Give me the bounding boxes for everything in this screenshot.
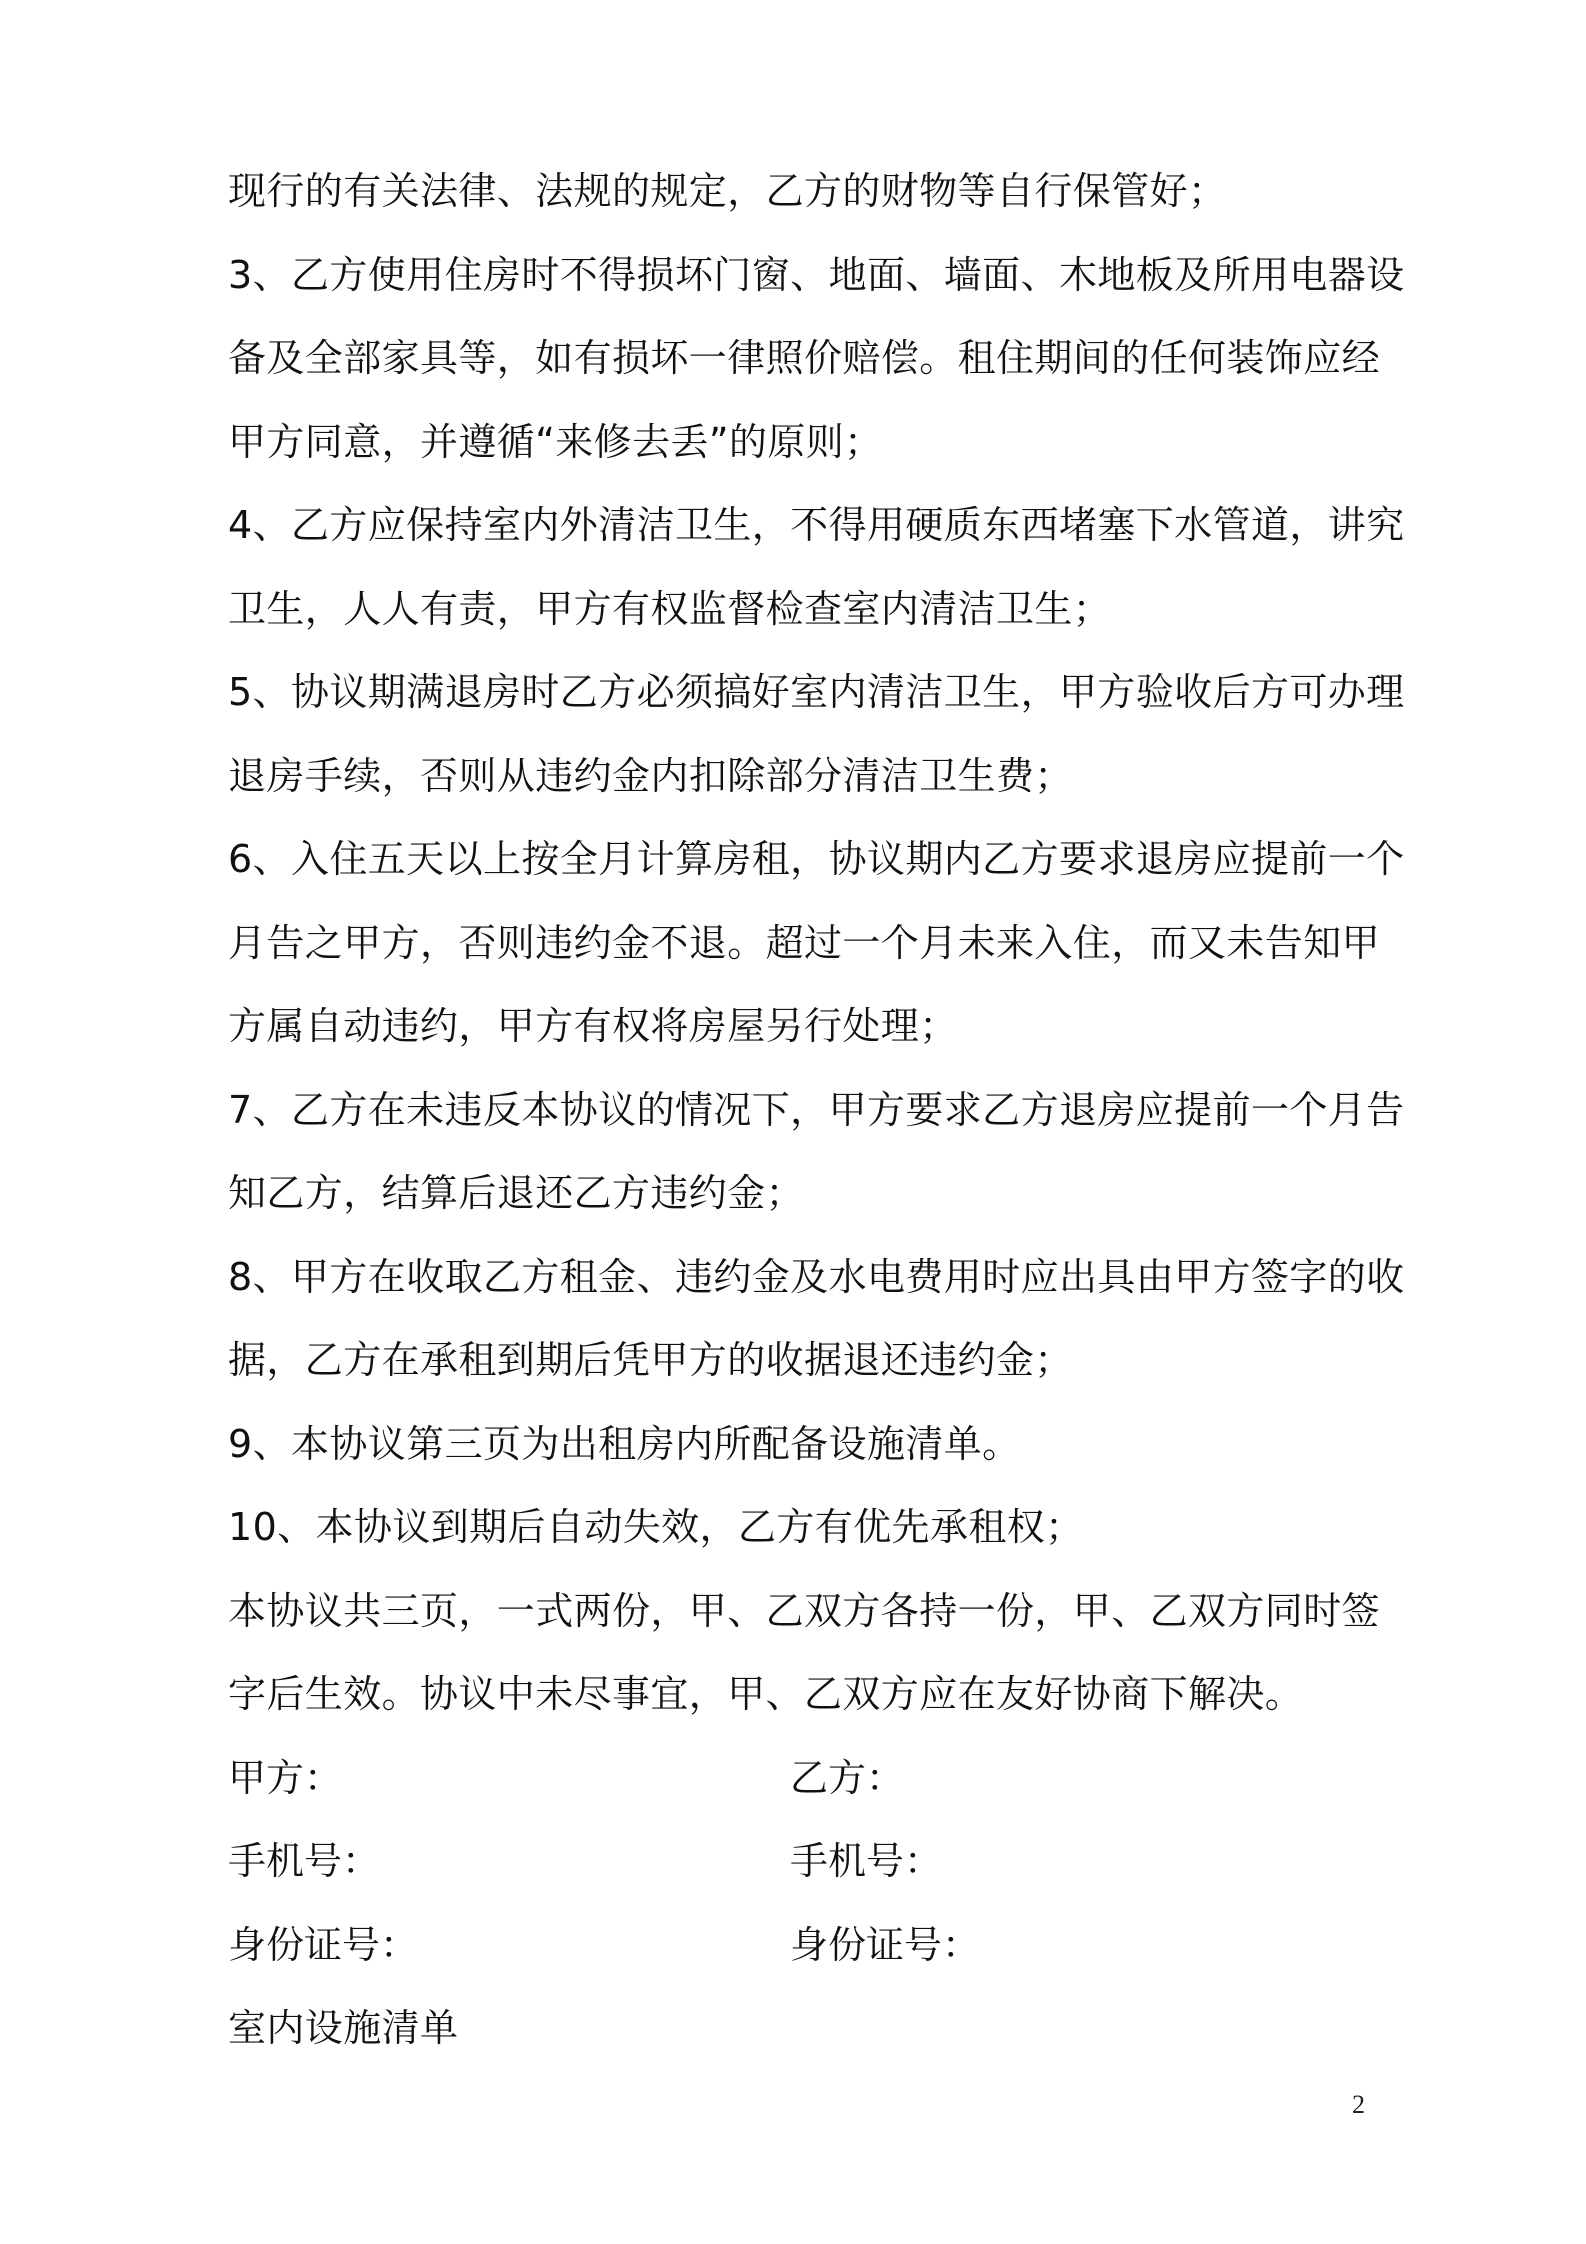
signature-row-phone (228, 1820, 1378, 1904)
party-a-id-label: 身份证号： (228, 1922, 419, 1967)
facilities-heading: 室内设施清单 (228, 2006, 459, 2050)
clause-4-line: 4、乙方应保持室内外清洁卫生，不得用硬质东西堵塞下水管道，讲究 (228, 503, 1405, 547)
clause-3-line: 3、乙方使用住房时不得损坏门窗、地面、墙面、木地板及所用电器设 (228, 252, 1405, 297)
clause-6-line: 6、入住五天以上按全月计算房租，协议期内乙方要求退房应提前一个 (228, 837, 1405, 881)
clause-6-line: 方属自动违约，甲方有权将房屋另行处理； (228, 1004, 958, 1048)
clause-5-line: 5、协议期满退房时乙方必须搞好室内清洁卫生，甲方验收后方可办理 (228, 670, 1405, 714)
clause-continuation-line: 现行的有关法律、法规的规定，乙方的财物等自行保管好； (228, 169, 1227, 213)
closing-line: 本协议共三页，一式两份，甲、乙双方各持一份，甲、乙双方同时签 (228, 1588, 1381, 1633)
clause-8-line: 8、甲方在收取乙方租金、违约金及水电费用时应出具由甲方签字的收 (228, 1254, 1405, 1299)
party-b-id-label: 身份证号： (790, 1922, 981, 1967)
clause-3-line: 备及全部家具等，如有损坏一律照价赔偿。租住期间的任何装饰应经 (228, 336, 1381, 380)
signature-row-party (228, 1737, 1378, 1821)
clause-9-line: 9、本协议第三页为出租房内所配备设施清单。 (228, 1421, 1021, 1466)
party-b-phone-label: 手机号： (790, 1839, 943, 1883)
party-b-label: 乙方： (790, 1755, 905, 1800)
clause-10-line: 10、本协议到期后自动失效，乙方有优先承租权； (228, 1505, 1084, 1549)
clause-3-line: 甲方同意，并遵循“来修去丢”的原则； (228, 419, 883, 464)
party-a-phone-label: 手机号： (228, 1839, 381, 1883)
agreement-body (228, 150, 1405, 2071)
clause-4-line: 卫生，人人有责，甲方有权监督检查室内清洁卫生； (228, 586, 1112, 631)
clause-7-line: 7、乙方在未违反本协议的情况下，甲方要求乙方退房应提前一个月告 (228, 1087, 1405, 1132)
signature-row-id (228, 1904, 1378, 1988)
clause-5-line: 退房手续，否则从违约金内扣除部分清洁卫生费； (228, 753, 1073, 798)
clause-8-line: 据，乙方在承租到期后凭甲方的收据退还违约金； (228, 1338, 1073, 1382)
clause-6-line: 月告之甲方，否则违约金不退。超过一个月未来入住，而又未告知甲 (228, 920, 1381, 965)
clause-7-line: 知乙方，结算后退还乙方违约金； (228, 1171, 805, 1215)
page-number: 2 (1352, 2090, 1365, 2119)
closing-line: 字后生效。协议中未尽事宜，甲、乙双方应在友好协商下解决。 (228, 1672, 1304, 1716)
party-a-label: 甲方： (228, 1755, 343, 1800)
